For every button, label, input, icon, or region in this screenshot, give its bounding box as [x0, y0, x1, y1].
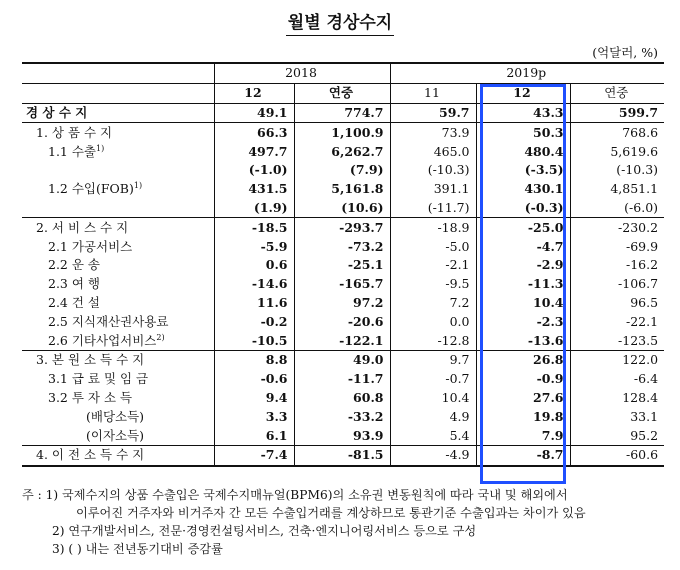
row-label	[22, 445, 214, 465]
row-label-text: 3. 본 원 소 득 수 지	[36, 352, 145, 368]
table-cell: 0.0	[390, 312, 476, 331]
table-cell: 7.9	[476, 426, 570, 445]
table-row	[22, 426, 664, 445]
table-cell: 9.4	[265, 389, 288, 405]
row-label-text: 2.2 운 송	[48, 257, 100, 273]
table-cell: 26.8	[476, 350, 570, 369]
header-year-2019: 2019p	[390, 63, 664, 83]
table-cell: 774.7	[294, 103, 390, 123]
table-cell: 93.9	[294, 426, 390, 445]
footnote-marker: 1)	[133, 181, 143, 191]
table-cell: 50.3	[476, 123, 570, 142]
table-row	[22, 350, 664, 369]
table-row	[22, 237, 664, 256]
table-cell: 8.8	[214, 350, 294, 369]
table-cell: -81.5	[294, 445, 390, 465]
row-label-text: (이자소득)	[86, 427, 145, 443]
table-cell: -0.7	[390, 370, 476, 389]
table-cell: 465.0	[390, 142, 476, 161]
table-row	[22, 142, 664, 161]
table-cell: (-0.3)	[476, 199, 570, 218]
table-cell: 6.1	[265, 427, 288, 443]
footnote-1-cont: 이루어진 거주자와 비거주자 간 모든 수출입거래를 계상하므로 통관기준 수출입과는 차이가 있음	[76, 506, 586, 520]
header-col-2018-year: 연중	[294, 83, 390, 103]
table-cell: -13.6	[476, 331, 570, 350]
table-cell: 5.4	[390, 426, 476, 445]
table-cell: 43.3	[476, 103, 570, 123]
table-cell: -106.7	[570, 275, 664, 294]
row-label-text: 2.6 기타사업서비스	[48, 332, 157, 348]
table-cell: 5,161.8	[294, 180, 390, 199]
table-cell: -122.1	[294, 331, 390, 350]
row-label	[22, 161, 214, 180]
table-cell: 431.5	[248, 181, 288, 197]
table-row	[22, 389, 664, 408]
row-label	[22, 312, 214, 331]
table-cell: -10.5	[251, 332, 288, 348]
header-col-2018-12: 12	[214, 83, 294, 103]
table-cell: 97.2	[294, 294, 390, 313]
table-cell: 0.6	[265, 257, 288, 273]
header-year-2018: 2018	[214, 63, 390, 83]
header-col-2019-11: 11	[390, 83, 476, 103]
table-cell: -22.1	[570, 312, 664, 331]
table-cell: -2.3	[476, 312, 570, 331]
row-label-text: 1.2 수입(FOB)	[48, 181, 134, 197]
row-label	[22, 370, 214, 389]
table-row	[22, 294, 664, 313]
table-cell: 122.0	[570, 350, 664, 369]
table-cell: -69.9	[570, 237, 664, 256]
footnote-1: 주 : 1) 국제수지의 상품 수출입은 국제수지매뉴얼(BPM6)의 소유권 변동원칙에 따라 국내 및 해외에서	[22, 488, 568, 502]
row-label	[22, 350, 214, 369]
table-cell: -16.2	[570, 256, 664, 275]
table-cell: 59.7	[390, 103, 476, 123]
table-cell: -230.2	[570, 218, 664, 237]
table-cell: 73.9	[390, 123, 476, 142]
row-label-text: 2. 서 비 스 수 지	[36, 219, 129, 235]
table-cell: -20.6	[294, 312, 390, 331]
row-label	[22, 142, 214, 161]
row-label	[22, 103, 214, 123]
table-cell: (-10.3)	[570, 161, 664, 180]
table-cell: 9.7	[390, 350, 476, 369]
table-cell: -0.6	[260, 371, 288, 387]
table-cell: 391.1	[390, 180, 476, 199]
unit-label: (억달러, %)	[592, 45, 658, 60]
table-cell: 33.1	[570, 407, 664, 426]
row-label-text: 2.4 건 설	[48, 294, 100, 310]
table-cell: 1,100.9	[294, 123, 390, 142]
current-account-table	[22, 62, 664, 467]
row-label	[22, 407, 214, 426]
table-cell: -25.1	[294, 256, 390, 275]
table-cell: 60.8	[294, 389, 390, 408]
table-cell: -18.5	[214, 218, 294, 237]
table-cell: 128.4	[570, 389, 664, 408]
table-cell: 11.6	[257, 294, 288, 310]
table-cell: -4.7	[476, 237, 570, 256]
row-label-text: 2.5 지식재산권사용료	[48, 313, 169, 329]
row-label-text: 1. 상 품 수 지	[36, 124, 113, 140]
row-label	[22, 389, 214, 408]
header-corner	[22, 63, 214, 83]
table-cell: (-3.5)	[476, 161, 570, 180]
row-label-text: 경 상 수 지	[26, 104, 88, 120]
row-label	[22, 294, 214, 313]
table-cell: -9.5	[390, 275, 476, 294]
table-cell: -293.7	[294, 218, 390, 237]
table-row	[22, 312, 664, 331]
table-cell: 49.0	[294, 350, 390, 369]
table-cell: -0.9	[476, 370, 570, 389]
row-label	[22, 331, 214, 350]
footnote-3: 3) ( ) 내는 전년동기대비 증감률	[52, 542, 223, 556]
table-cell: -2.1	[390, 256, 476, 275]
table-cell: 10.4	[476, 294, 570, 313]
table-cell: -11.7	[294, 370, 390, 389]
row-label	[22, 256, 214, 275]
table-row	[22, 370, 664, 389]
row-label	[22, 426, 214, 445]
table-cell: 599.7	[570, 103, 664, 123]
table-cell: 7.2	[390, 294, 476, 313]
row-label-text: (배당소득)	[86, 408, 145, 424]
table-cell: 497.7	[248, 143, 288, 159]
table-cell: -5.9	[260, 238, 288, 254]
table-row	[22, 275, 664, 294]
table-cell: -25.0	[476, 218, 570, 237]
table-cell: -123.5	[570, 331, 664, 350]
row-label-text: 3.2 투 자 소 득	[48, 389, 133, 405]
row-label-text: 3.1 급 료 및 임 금	[48, 371, 149, 387]
table-row	[22, 331, 664, 350]
table-cell: -18.9	[390, 218, 476, 237]
footnote-2: 2) 연구개발서비스, 전문·경영컨설팅서비스, 건축·엔지니어링서비스 등으로 구성	[52, 524, 477, 538]
table-cell: 49.1	[214, 103, 294, 123]
row-label	[22, 123, 214, 142]
table-row	[22, 161, 664, 180]
table-cell: 19.8	[476, 407, 570, 426]
table-cell: 480.4	[476, 142, 570, 161]
row-label	[22, 237, 214, 256]
row-label	[22, 199, 214, 218]
table-row	[22, 256, 664, 275]
footnotes	[22, 486, 672, 558]
table-cell: 95.2	[570, 426, 664, 445]
table-cell: 768.6	[570, 123, 664, 142]
table-cell: -73.2	[294, 237, 390, 256]
header-row-years	[22, 63, 664, 83]
table-cell: (-10.3)	[390, 161, 476, 180]
table-cell: -6.4	[570, 370, 664, 389]
table-cell: -2.9	[476, 256, 570, 275]
table-cell: 66.3	[214, 123, 294, 142]
table-cell: (7.9)	[294, 161, 390, 180]
table-cell: 3.3	[265, 408, 288, 424]
table-cell: -14.6	[251, 276, 288, 292]
table-cell: 4,851.1	[570, 180, 664, 199]
table-cell: -60.6	[570, 445, 664, 465]
table-cell: 5,619.6	[570, 142, 664, 161]
table-cell: 6,262.7	[294, 142, 390, 161]
table-cell: 4.9	[390, 407, 476, 426]
table-cell: 27.6	[476, 389, 570, 408]
table-cell: (-1.0)	[248, 162, 288, 178]
table-cell: 96.5	[570, 294, 664, 313]
table-cell: (1.9)	[253, 199, 288, 215]
table-row	[22, 180, 664, 199]
table-cell: (10.6)	[294, 199, 390, 218]
row-label-text: 2.3 여 행	[48, 276, 100, 292]
table-cell: 10.4	[390, 389, 476, 408]
table-cell: -12.8	[390, 331, 476, 350]
header-col-2019-year: 연중	[570, 83, 664, 103]
row-label-text: 1.1 수출	[48, 143, 97, 159]
footnote-marker: 1)	[96, 143, 105, 153]
table-row	[22, 123, 664, 142]
table-cell: -7.4	[214, 445, 294, 465]
table-row	[22, 445, 664, 465]
table-cell: -5.0	[390, 237, 476, 256]
row-label	[22, 180, 214, 199]
header-col-2019-12: 12	[476, 83, 570, 103]
row-label	[22, 275, 214, 294]
table-row	[22, 103, 664, 123]
table-title: 월별 경상수지	[0, 8, 680, 33]
table-cell: -11.3	[476, 275, 570, 294]
row-label	[22, 218, 214, 237]
table-cell: -0.2	[260, 313, 288, 329]
table-row	[22, 199, 664, 218]
table-cell: (-11.7)	[390, 199, 476, 218]
table-row	[22, 407, 664, 426]
table-cell: 430.1	[476, 180, 570, 199]
row-label-text: 4. 이 전 소 득 수 지	[36, 447, 145, 463]
footnote-marker: 2)	[156, 332, 165, 342]
header-corner-2	[22, 83, 214, 103]
table-cell: -8.7	[476, 445, 570, 465]
table-cell: -33.2	[294, 407, 390, 426]
header-row-months	[22, 83, 664, 103]
table-row	[22, 218, 664, 237]
row-label-text: 2.1 가공서비스	[48, 238, 133, 254]
table-cell: (-6.0)	[570, 199, 664, 218]
table-cell: -4.9	[390, 445, 476, 465]
table-cell: -165.7	[294, 275, 390, 294]
